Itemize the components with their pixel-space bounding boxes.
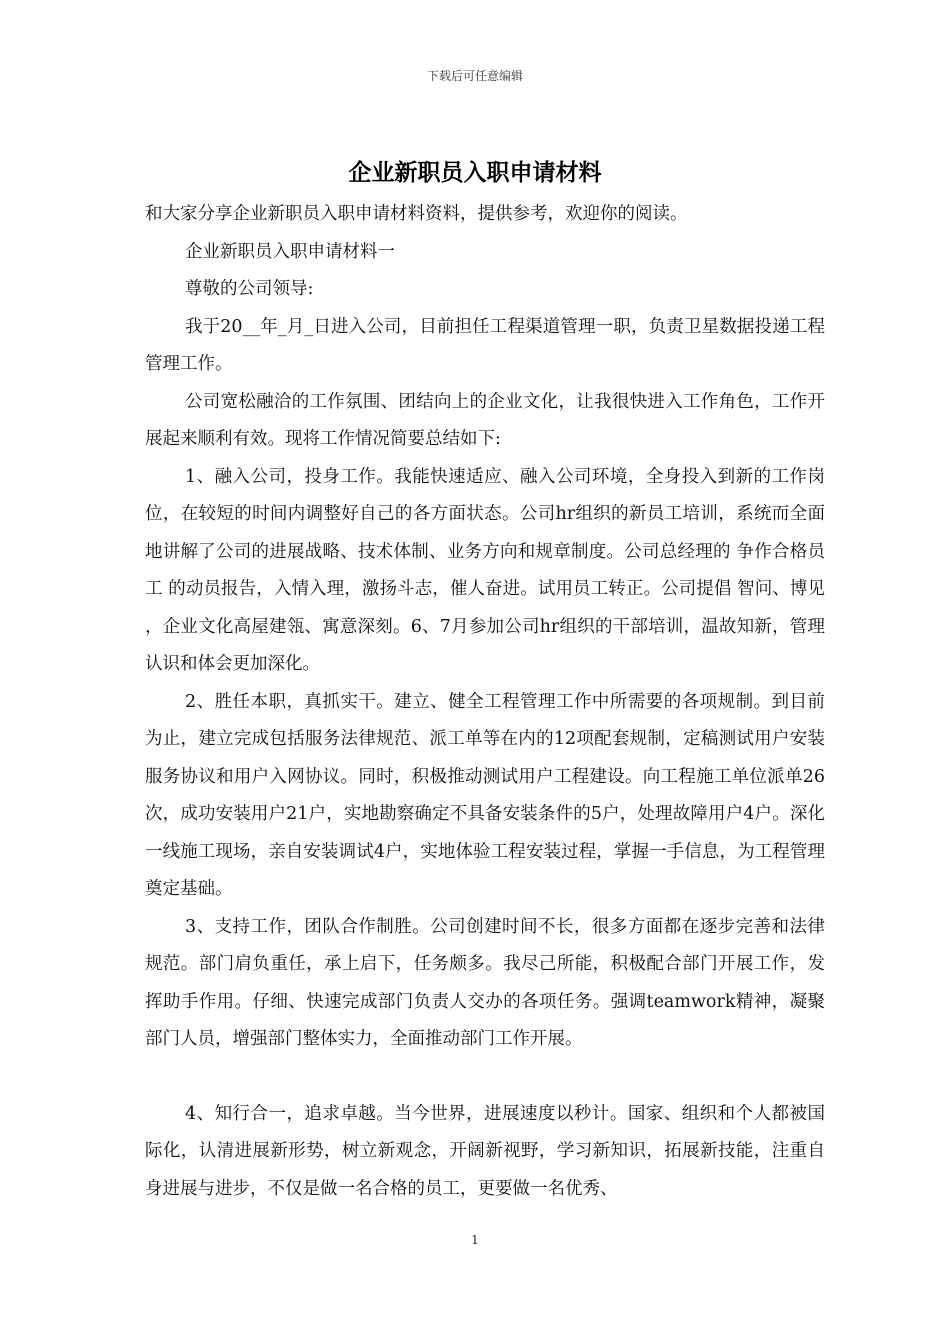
body-paragraph: 4、知行合一，追求卓越。当今世界，进展速度以秒计。国家、组织和个人都被国际化，认清进展新形势，树立新观念，开阔新视野，学习新知识，拓展新技能，注重自身进展与进步，不仅是做一名合格的员工，更要做一名优秀、 — [145, 1103, 825, 1199]
body-paragraph: 1、融入公司，投身工作。我能快速适应、融入公司环境，全身投入到新的工作岗位，在较短的时间内调整好自己的各方面状态。公司hr组织的新员工培训，系统而全面地讲解了公司的进展战略、技术体制、业务方向和规章制度。公司总经理的 争作合格员工 的动员报告，入情入理，激扬斗志，催人奋进。试用员工转正。公司提倡 智问、博见 ，企业文化高屋建瓴、寓意深刻。6、7月参加公司hr组织的干部培训，温故知新，管理认识和体会更加深化。 — [145, 466, 825, 674]
section-heading: 企业新职员入职申请材料一 — [185, 241, 395, 262]
body-paragraph: 我于20__年_月_日进入公司，目前担任工程渠道管理一职，负责卫星数据投递工程管理工作。 — [145, 316, 825, 374]
body-paragraph: 2、胜任本职，真抓实干。建立、健全工程管理工作中所需要的各项规制。到目前为止，建立完成包括服务法律规范、派工单等在内的12项配套规制，定稿测试用户安装服务协议和用户入网协议。同时，积极推动测试用户工程建设。向工程施工单位派单26次，成功安装用户21户，实地勘察确定不具备安装条件的5户，处理故障用户4户。深化一线施工现场，亲自安装调试4户，实地体验工程安装过程，掌握一手信息，为工程管理奠定基础。 — [145, 691, 825, 899]
page-number: 1 — [471, 1233, 479, 1247]
intro-paragraph: 和大家分享企业新职员入职申请材料资料，提供参考，欢迎你的阅读。 — [145, 204, 688, 224]
body-paragraph: 3、支持工作，团队合作制胜。公司创建时间不长，很多方面都在逐步完善和法律规范。部门肩负重任，承上启下，任务颇多。我尽己所能，积极配合部门开展工作，发挥助手作用。仔细、快速完成部门负责人交办的各项任务。强调teamwork精神，凝聚部门人员，增强部门整体实力，全面推动部门工作开展。 — [145, 916, 825, 1049]
salutation: 尊敬的公司领导: — [185, 279, 314, 299]
page-header-note: 下载后可任意编辑 — [426, 69, 523, 83]
body-paragraph: 公司宽松融洽的工作氛围、团结向上的企业文化，让我很快进入工作角色，工作开展起来顺利有效。现将工作情况简要总结如下: — [145, 391, 825, 449]
document-title: 企业新职员入职申请材料 — [348, 159, 602, 186]
document-body — [145, 196, 825, 1208]
